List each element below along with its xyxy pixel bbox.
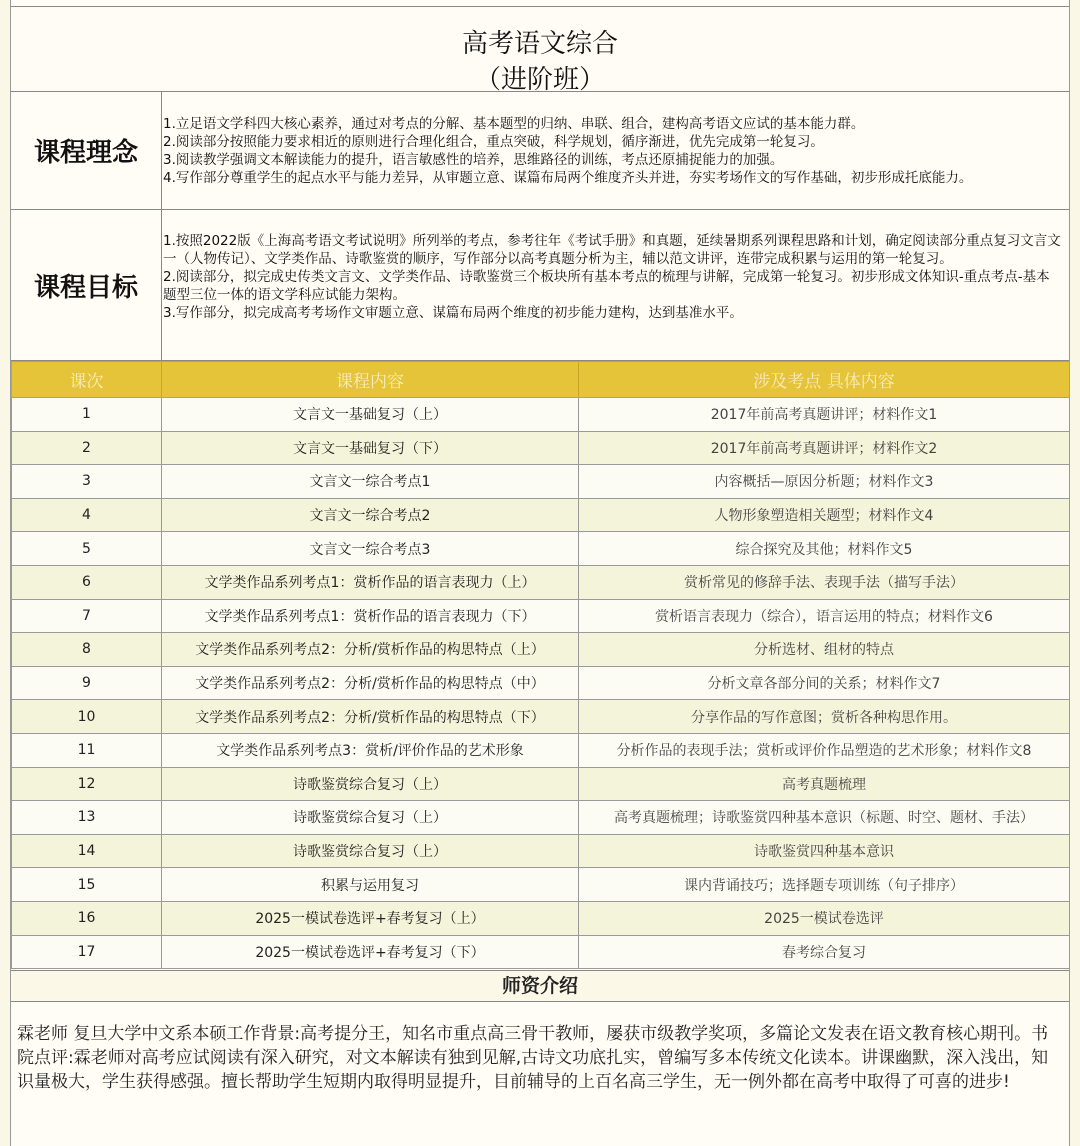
goals-line: 1.按照2022版《上海高考语文考试说明》所列举的考点，参考往年《考试手册》和真题，延续暑期系列课程思路和计划，确定阅读部分重点复习文言文一（人物传记）、文学类作品、诗歌鉴赏的顺序，写作部分以高考真题分析为主，辅以范文讲评，连带完成积累与运用的第一轮复习。 xyxy=(163,233,1061,267)
philosophy-section xyxy=(11,91,1069,210)
table-row xyxy=(12,532,1070,566)
lesson-number: 12 xyxy=(12,767,162,801)
goals-text xyxy=(163,232,1063,322)
schedule-header-row xyxy=(12,362,1070,398)
lesson-content: 文学类作品系列考点3：赏析/评价作品的艺术形象 xyxy=(162,733,579,767)
table-row xyxy=(12,733,1070,767)
table-row xyxy=(12,599,1070,633)
lesson-content: 诗歌鉴赏综合复习（上） xyxy=(162,767,579,801)
lesson-content: 诗歌鉴赏综合复习（上） xyxy=(162,801,579,835)
lesson-number: 9 xyxy=(12,666,162,700)
lesson-points: 人物形象塑造相关题型；材料作文4 xyxy=(579,498,1070,532)
lesson-points: 分析选材、组材的特点 xyxy=(579,633,1070,667)
lesson-points: 2017年前高考真题讲评；材料作文1 xyxy=(579,398,1070,432)
philosophy-line: 2.阅读部分按照能力要求相近的原则进行合理化组合，重点突破，科学规划，循序渐进，优先完成第一轮复习。 xyxy=(163,134,824,150)
lesson-number: 7 xyxy=(12,599,162,633)
teacher-bio: 霖老师 复旦大学中文系本硕工作背景:高考提分王，知名市重点高三骨干教师，屡获市级教学奖项，多篇论文发表在语文教育核心期刊。书院点评:霖老师对高考应试阅读有深入研究，对文本解读有独到见解,古诗文功底扎实，曾编写多本传统文化读本。讲课幽默，深入浅出，知识量极大，学生获得感强。擅长帮助学生短期内取得明显提升，目前辅导的上百名高三学生，无一例外都在高考中取得了可喜的进步! xyxy=(17,1024,1049,1092)
lesson-points: 2017年前高考真题讲评；材料作文2 xyxy=(579,431,1070,465)
lesson-content: 文学类作品系列考点2：分析/赏析作品的构思特点（中） xyxy=(162,666,579,700)
table-row xyxy=(12,465,1070,499)
lesson-content: 文学类作品系列考点2：分析/赏析作品的构思特点（上） xyxy=(162,633,579,667)
lesson-points: 赏析常见的修辞手法、表现手法（描写手法） xyxy=(579,565,1070,599)
philosophy-line: 1.立足语文学科四大核心素养，通过对考点的分解、基本题型的归纳、串联、组合，建构高考语文应试的基本能力群。 xyxy=(163,116,865,132)
goals-label: 课程目标 xyxy=(11,210,162,360)
title-box xyxy=(11,6,1069,95)
page-title: 高考语文综合 xyxy=(461,29,618,59)
lesson-number: 15 xyxy=(12,868,162,902)
lesson-number: 11 xyxy=(12,733,162,767)
lesson-content: 文言文一综合考点3 xyxy=(162,532,579,566)
table-row xyxy=(12,498,1070,532)
lesson-points: 综合探究及其他；材料作文5 xyxy=(579,532,1070,566)
lesson-content: 文言文一基础复习（下） xyxy=(162,431,579,465)
lesson-number: 4 xyxy=(12,498,162,532)
philosophy-label: 课程理念 xyxy=(11,91,162,209)
lesson-points: 课内背诵技巧；选择题专项训练（句子排序） xyxy=(579,868,1070,902)
lesson-number: 6 xyxy=(12,565,162,599)
philosophy-line: 4.写作部分尊重学生的起点水平与能力差异，从审题立意、谋篇布局两个维度齐头并进，夯实考场作文的写作基础，初步形成托底能力。 xyxy=(163,170,973,186)
lesson-number: 13 xyxy=(12,801,162,835)
lesson-content: 积累与运用复习 xyxy=(162,868,579,902)
table-row xyxy=(12,700,1070,734)
table-row xyxy=(12,431,1070,465)
goals-line: 3.写作部分，拟完成高考考场作文审题立意、谋篇布局两个维度的初步能力建构，达到基准水平。 xyxy=(163,305,743,321)
lesson-points: 2025一模试卷选评 xyxy=(579,901,1070,935)
table-row xyxy=(12,666,1070,700)
goals-section xyxy=(11,210,1069,361)
lesson-points: 高考真题梳理 xyxy=(579,767,1070,801)
table-row xyxy=(12,767,1070,801)
lesson-number: 1 xyxy=(12,398,162,432)
lesson-number: 14 xyxy=(12,834,162,868)
schedule-table xyxy=(11,361,1070,969)
lesson-content: 2025一模试卷选评+春考复习（上） xyxy=(162,901,579,935)
goals-line: 2.阅读部分，拟完成史传类文言文、文学类作品、诗歌鉴赏三个板块所有基本考点的梳理与讲解，完成第一轮复习。初步形成文体知识-重点考点-基本题型三位一体的语文学科应试能力架构。 xyxy=(163,269,1050,303)
lesson-points: 分析文章各部分间的关系；材料作文7 xyxy=(579,666,1070,700)
philosophy-text xyxy=(163,115,1063,187)
header-content: 课程内容 xyxy=(162,362,579,398)
lesson-points: 内容概括—原因分析题；材料作文3 xyxy=(579,465,1070,499)
lesson-number: 10 xyxy=(12,700,162,734)
teacher-heading: 师资介绍 xyxy=(11,970,1069,1002)
course-sheet xyxy=(10,0,1070,1146)
lesson-number: 5 xyxy=(12,532,162,566)
lesson-content: 文学类作品系列考点2：分析/赏析作品的构思特点（下） xyxy=(162,700,579,734)
lesson-content: 文言文一综合考点1 xyxy=(162,465,579,499)
lesson-points: 分析作品的表现手法；赏析或评价作品塑造的艺术形象；材料作文8 xyxy=(579,733,1070,767)
header-lesson: 课次 xyxy=(12,362,162,398)
lesson-points: 诗歌鉴赏四种基本意识 xyxy=(579,834,1070,868)
table-row xyxy=(12,868,1070,902)
lesson-number: 8 xyxy=(12,633,162,667)
header-points: 涉及考点 具体内容 xyxy=(579,362,1070,398)
table-row xyxy=(12,935,1070,969)
lesson-number: 17 xyxy=(12,935,162,969)
lesson-number: 16 xyxy=(12,901,162,935)
table-row xyxy=(12,834,1070,868)
table-row xyxy=(12,398,1070,432)
lesson-content: 文言文一综合考点2 xyxy=(162,498,579,532)
table-row xyxy=(12,901,1070,935)
lesson-content: 诗歌鉴赏综合复习（上） xyxy=(162,834,579,868)
table-row xyxy=(12,633,1070,667)
lesson-number: 3 xyxy=(12,465,162,499)
table-row xyxy=(12,565,1070,599)
lesson-points: 高考真题梳理；诗歌鉴赏四种基本意识（标题、时空、题材、手法） xyxy=(579,801,1070,835)
philosophy-line: 3.阅读教学强调文本解读能力的提升，语言敏感性的培养，思维路径的训练，考点还原捕捉能力的加强。 xyxy=(163,152,784,168)
lesson-points: 赏析语言表现力（综合），语言运用的特点；材料作文6 xyxy=(579,599,1070,633)
lesson-content: 文言文一基础复习（上） xyxy=(162,398,579,432)
page-subtitle: （进阶班） xyxy=(474,65,605,95)
lesson-number: 2 xyxy=(12,431,162,465)
lesson-points: 分享作品的写作意图；赏析各种构思作用。 xyxy=(579,700,1070,734)
lesson-content: 2025一模试卷选评+春考复习（下） xyxy=(162,935,579,969)
table-row xyxy=(12,801,1070,835)
lesson-points: 春考综合复习 xyxy=(579,935,1070,969)
lesson-content: 文学类作品系列考点1：赏析作品的语言表现力（上） xyxy=(162,565,579,599)
lesson-content: 文学类作品系列考点1：赏析作品的语言表现力（下） xyxy=(162,599,579,633)
